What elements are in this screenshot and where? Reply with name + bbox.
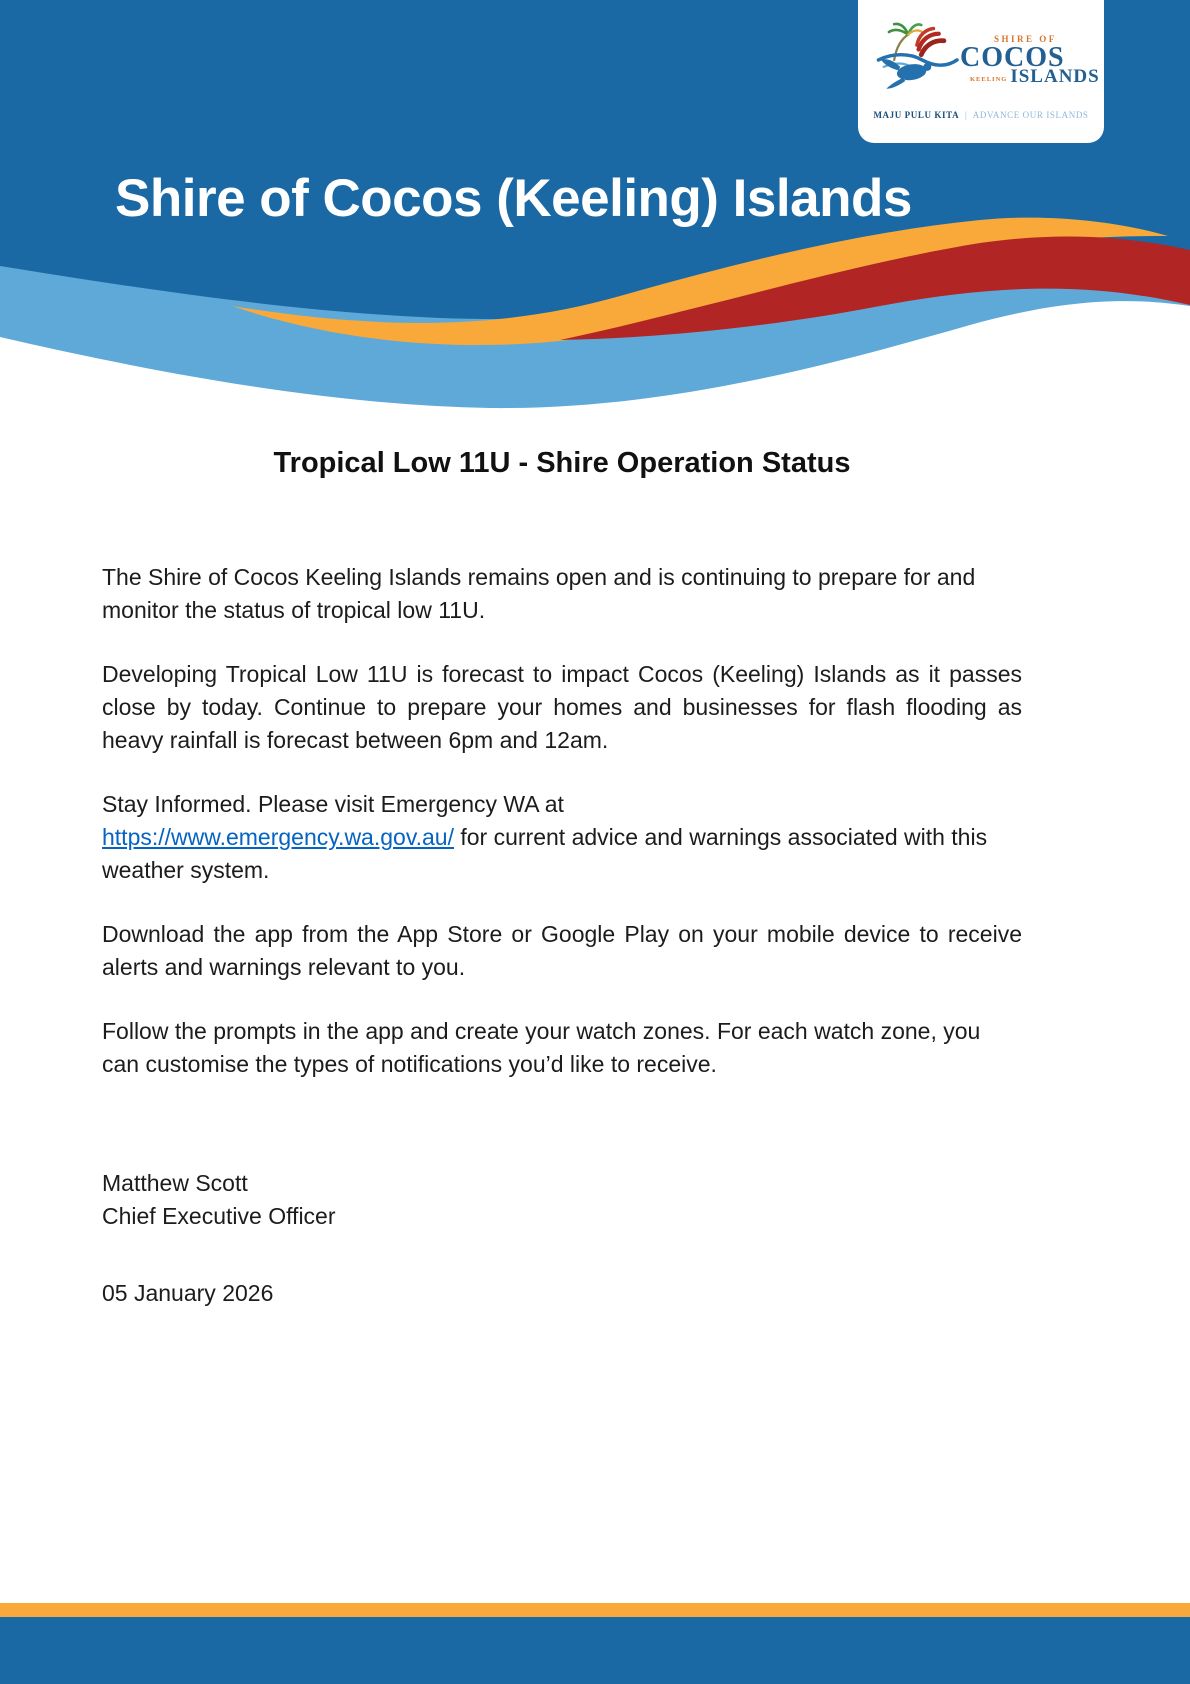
page-title: Shire of Cocos (Keeling) Islands bbox=[115, 169, 912, 228]
shire-logo-graphic bbox=[868, 14, 964, 98]
shire-logo-card bbox=[858, 0, 1104, 143]
logo-islands: ISLANDS bbox=[1010, 66, 1100, 87]
link-after-text: for current advice and warnings associated with this weather system. bbox=[102, 824, 988, 883]
document-date: 05 January 2026 bbox=[102, 1280, 274, 1306]
paragraph-watch-zones: Follow the prompts in the app and create your watch zones. For each watch zone, you can customise the types of notifications you’d like to receive. bbox=[102, 1018, 981, 1077]
paragraph-download-app: Download the app from the App Store or Google Play on your mobile device to receive alerts and warnings relevant to you. bbox=[102, 921, 1022, 980]
footer-orange-bar bbox=[0, 1603, 1190, 1617]
logo-tagline-english: ADVANCE OUR ISLANDS bbox=[972, 110, 1089, 120]
logo-shire-of: SHIRE OF bbox=[994, 34, 1057, 44]
emergency-wa-link[interactable]: https://www.emergency.wa.gov.au/ bbox=[102, 824, 454, 850]
signature-name: Matthew Scott bbox=[102, 1170, 248, 1196]
paragraph-shire-status: The Shire of Cocos Keeling Islands remains open and is continuing to prepare for and monitor the status of tropical low 11U. bbox=[102, 564, 976, 623]
logo-cocos: COCOS bbox=[960, 42, 1065, 73]
document-body bbox=[102, 447, 1022, 1310]
document-title: Tropical Low 11U - Shire Operation Status bbox=[273, 447, 851, 479]
signature-block bbox=[102, 1167, 1022, 1233]
paragraph-forecast: Developing Tropical Low 11U is forecast to impact Cocos (Keeling) Islands as it passes close by today. Continue to prepare your homes and businesses for flash flooding as heavy rainfall is forecast between 6pm and 12am. bbox=[102, 661, 1022, 753]
stay-informed-text: Stay Informed. Please visit Emergency WA at bbox=[102, 791, 564, 817]
logo-tagline-separator: | bbox=[965, 110, 968, 120]
signature-title: Chief Executive Officer bbox=[102, 1203, 336, 1229]
shire-logo-wordmark bbox=[960, 34, 1100, 86]
logo-tagline bbox=[858, 110, 1104, 120]
footer-blue-bar bbox=[0, 1617, 1190, 1684]
logo-tagline-malay: MAJU PULU KITA bbox=[873, 110, 960, 120]
paragraph-stay-informed bbox=[102, 788, 1022, 887]
logo-keeling: KEELING bbox=[970, 76, 1008, 83]
